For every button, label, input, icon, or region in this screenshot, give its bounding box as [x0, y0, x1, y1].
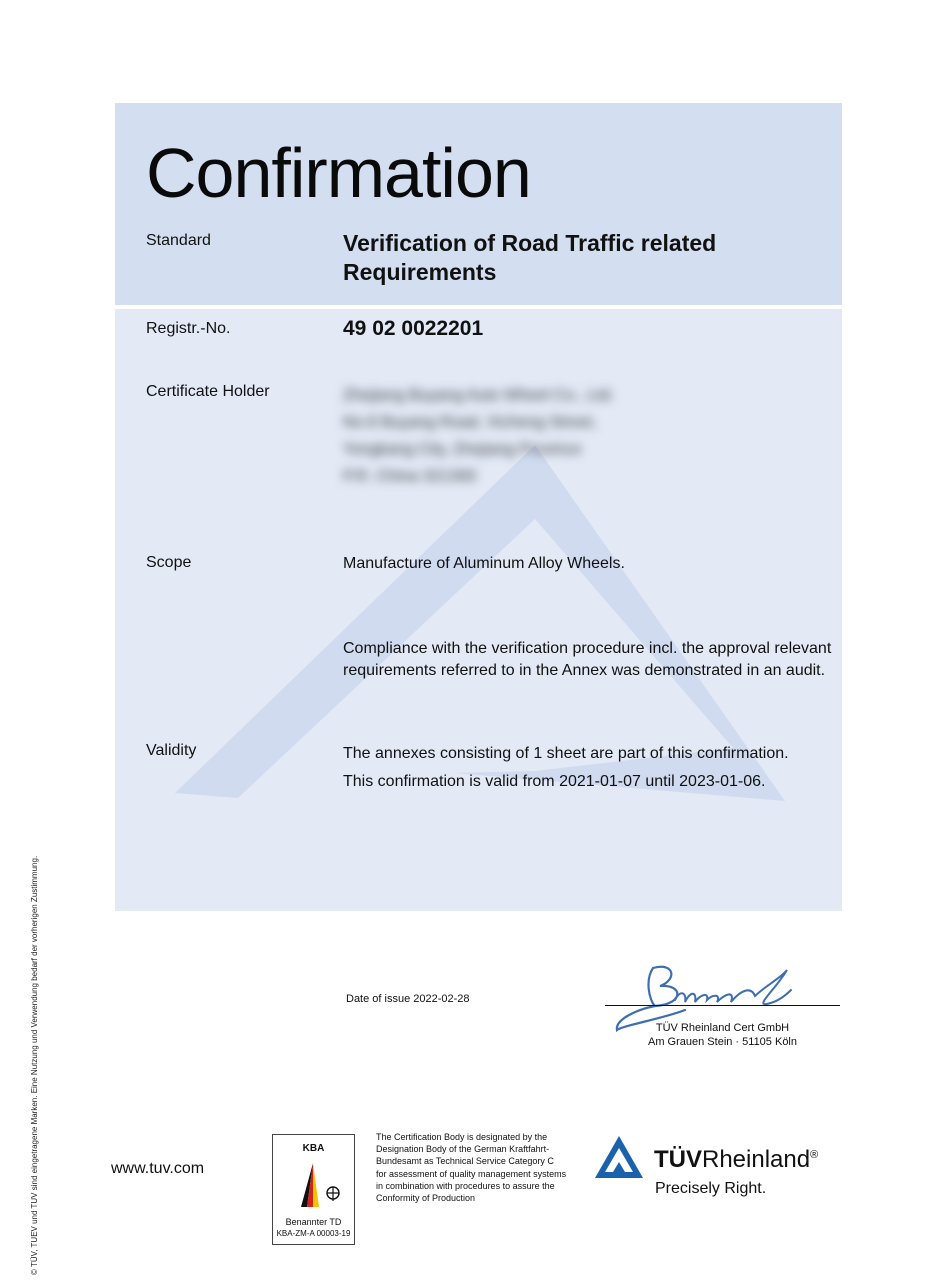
validity-statement: The annexes consisting of 1 sheet are part of this confirmation. This confirmation is valid from 2021-01-07 until 2023-01-06. [343, 745, 789, 790]
registration-label: Registr.-No. [146, 320, 231, 337]
validity-label: Validity [146, 742, 197, 759]
certificate-panel [115, 103, 842, 911]
registration-number: 49 02 0022201 [343, 317, 484, 340]
standard-value: Verification of Road Traffic related Requirements [343, 230, 717, 285]
signature-line [605, 1005, 840, 1006]
scope-value: Manufacture of Aluminum Alloy Wheels. [343, 555, 625, 572]
website-link[interactable]: www.tuv.com [111, 1160, 205, 1177]
issuer-address: Am Grauen Stein · 51105 Köln [648, 1036, 797, 1048]
certificate-holder-label: Certificate Holder [146, 383, 270, 400]
tuv-rheinland-wordmark: TÜVRheinland® [654, 1146, 819, 1173]
compliance-statement: Compliance with the verification procedure incl. the approval relevant requirements referred to in the Annex was demonstrated in an audit. [343, 640, 832, 679]
tuv-triangle-logo-icon [593, 1134, 645, 1182]
kba-badge: KBA Benannter TD KBA-ZM-A 00003-19 [272, 1134, 355, 1245]
logo-tagline: Precisely Right. [655, 1180, 767, 1197]
designation-note: The Certification Body is designated by the Designation Body of the German Kraftfahrt- Bundesamt as Technical Service Category C for assessment of quality management systems in combination with procedures to assure the Conformity of Production [376, 1132, 567, 1204]
certificate-holder-address: Zhejiang Buyang Auto Wheel Co., Ltd. No.8 Buyang Road, Xicheng Street, Yongkang City, Zhejiang Province P.R. China 321300 [343, 387, 615, 485]
kba-eagle-flag-icon [279, 1157, 349, 1213]
certificate-title: Confirmation [146, 134, 531, 212]
copyright-side-note: © TÜV, TUEV und TUV sind eingetragene Marken. Eine Nutzung und Verwendung bedarf der vorherigen Zustimmung. [30, 855, 39, 1275]
scope-label: Scope [146, 554, 192, 571]
issuer-name: TÜV Rheinland Cert GmbH [655, 1022, 790, 1034]
standard-label: Standard [146, 232, 211, 249]
date-of-issue: Date of issue 2022-02-28 [346, 993, 470, 1005]
issuer-block [605, 1021, 840, 1049]
